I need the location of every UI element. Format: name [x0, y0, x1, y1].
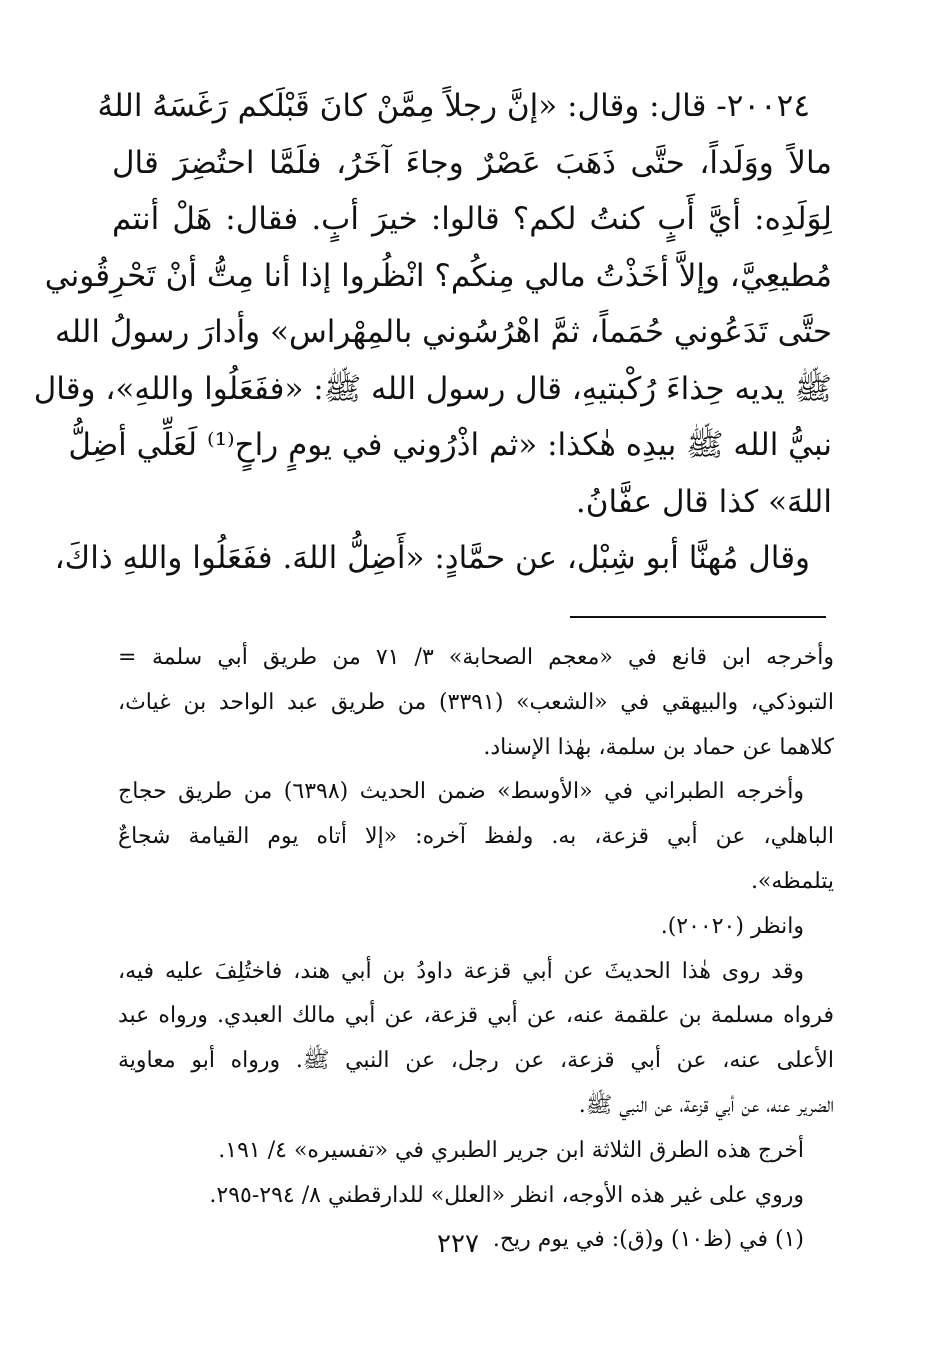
- main-text-line: ﷺ يديه حِذاءَ رُكْبتيهِ، قال رسول الله ﷺ: «ففَعَلُوا واللهِ»، وقال: [33, 370, 832, 407]
- footnote-line: وروي على غير هذه الأوجه، انظر «العلل» للدارقطني ٨/ ٢٩٤-٢٩٥.: [209, 1182, 804, 1208]
- footnote-line: كلاهما عن حماد بن سلمة، بهٰذا الإسناد.: [483, 734, 834, 760]
- footnote-line: وانظر (٢٠٠٢٠).: [660, 913, 804, 939]
- main-text-line: مُطيعِيَّ، وإلاَّ أخَذْتُ مالي مِنكُم؟ انْظُروا إذا أنا مِتُّ أنْ تَحْرِقُوني: [44, 257, 832, 294]
- footnote-line: الباهلي، عن أبي قزعة، به. ولفظ آخره: «إلا أتاه يوم القيامة شجاعٌ: [118, 824, 834, 850]
- footnote-line: الضرير عنه، عن أبي قزعة، عن النبي ﷺ.: [578, 1092, 834, 1118]
- main-text-line: ٢٠٠٢٤- قال: وقال: «إنَّ رجلاً مِمَّنْ كانَ قَبْلَكم رَغَسَهُ اللهُ: [97, 88, 810, 124]
- main-text-line: نبيُّ الله ﷺ بيدِه هٰكذا: «ثم اذْرُوني في يومٍ راحٍ⁽¹⁾ لَعَلِّي أضِلُّ: [68, 427, 832, 463]
- footnote-line: أخرج هذه الطرق الثلاثة ابن جرير الطبري في «تفسيره» ٤/ ١٩١.: [218, 1137, 804, 1163]
- main-text-line: وقال مُهنَّا أبو شِبْل، عن حمَّادٍ: «أَضِلُّ اللهَ. ففَعَلُوا واللهِ ذاكَ،: [54, 540, 810, 576]
- footnote-line: (١) في (ظ١٠) و(ق): في يوم ريح.: [492, 1227, 804, 1253]
- footnote-line: التبوذكي، والبيهقي في «الشعب» (٣٣٩١) من طريق عبد الواحد بن غياث،: [118, 689, 834, 715]
- main-text-line: اللهَ» كذا قال عفَّانُ.: [575, 483, 832, 520]
- footnote-line: الأعلى عنه، عن أبي قزعة، عن رجل، عن النبي ﷺ. ورواه أبو معاوية: [118, 1048, 834, 1074]
- footnote-line: يتلمظه».: [750, 868, 834, 894]
- main-text-block: [33, 78, 832, 587]
- footnotes-block: [118, 636, 834, 1263]
- footnote-line: [118, 636, 834, 681]
- continuation-marker: =: [118, 645, 137, 670]
- footnote-line: فرواه مسلمة بن علقمة عنه، عن أبي قزعة، عن أبي مالك العبدي. ورواه عبد: [118, 1003, 834, 1029]
- main-text-line: لِوَلَدِه: أيَّ أَبٍ كنتُ لكم؟ قالوا: خيرَ أبٍ. فقال: هَلْ أنتم: [112, 201, 832, 237]
- footnote-line: وقد روى هٰذا الحديثَ عن أبي قزعة داودُ بن أبي هند، فاختُلِفَ عليه فيه،: [118, 958, 804, 984]
- footnote-line: وأخرجه الطبراني في «الأوسط» ضمن الحديث (٦٣٩٨) من طريق حجاج: [118, 779, 805, 805]
- footnote-divider: [570, 616, 826, 618]
- footnote-line-text: وأخرجه ابن قانع في «معجم الصحابة» ٣/ ٧١ من طريق أبي سلمة: [152, 645, 835, 670]
- main-text-line: حتَّى تَدَعُوني حُمَماً، ثمَّ اهْرُسُوني بالمِهْراس» وأدارَ رسولُ الله: [55, 314, 832, 350]
- page-number: ٢٢٧: [437, 1229, 479, 1259]
- main-text-line: مالاً ووَلَداً، حتَّى ذَهَبَ عَصْرٌ وجاءَ آخَرُ، فلَمَّا احتُضِرَ قال: [112, 144, 832, 181]
